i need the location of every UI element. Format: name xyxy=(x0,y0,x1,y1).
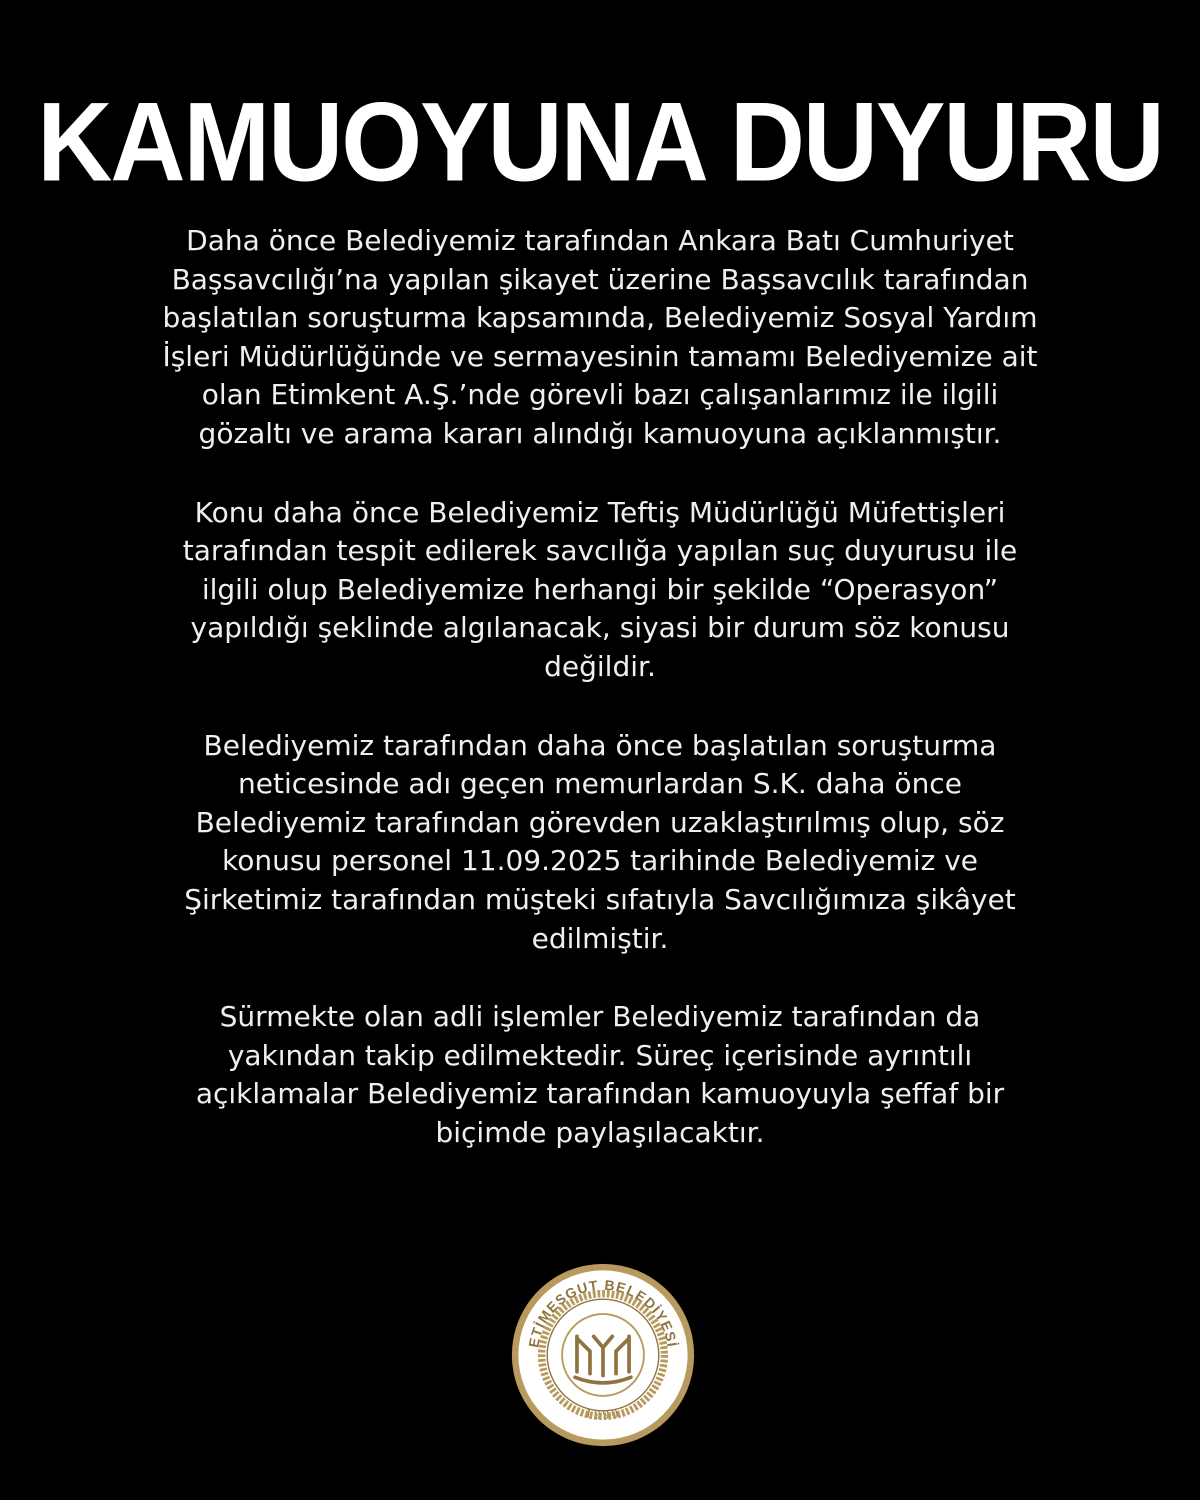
paragraph-line: yakından takip edilmektedir. Süreç içerisinde ayrıntılı xyxy=(227,1038,973,1072)
announcement-body xyxy=(90,222,1110,1192)
paragraph-line: konusu personel 11.09.2025 tarihinde Belediyemiz ve xyxy=(221,844,978,878)
paragraph-line: olan Etimkent A.Ş.’nde görevli bazı çalışanlarımız ile ilgili xyxy=(201,378,999,412)
paragraph-line: İşleri Müdürlüğünde ve sermayesinin tamamı Belediyemize ait xyxy=(162,339,1038,373)
paragraph-line: değildir. xyxy=(544,649,656,683)
paragraph-line: neticesinde adı geçen memurlardan S.K. daha önce xyxy=(238,767,962,801)
paragraph-line: Başsavcılığı’na yapılan şikayet üzerine Başsavcılık tarafından xyxy=(171,262,1029,296)
paragraph-line: biçimde paylaşılacaktır. xyxy=(435,1115,765,1149)
seal-name-text: ETİMESGUT BELEDİYESİ xyxy=(525,1276,681,1349)
paragraph-line: başlatılan soruşturma kapsamında, Belediyemiz Sosyal Yardım xyxy=(162,301,1038,335)
paragraph-4 xyxy=(90,998,1110,1152)
paragraph-line: Konu daha önce Belediyemiz Teftiş Müdürlüğü Müfettişleri xyxy=(194,495,1006,529)
paragraph-1 xyxy=(90,222,1110,454)
paragraph-line: Şirketimiz tarafından müşteki sıfatıyla Savcılığımıza şikâyet xyxy=(184,882,1016,916)
paragraph-line: gözaltı ve arama kararı alındığı kamuoyuna açıklanmıştır. xyxy=(198,416,1002,450)
paragraph-3 xyxy=(90,727,1110,959)
paragraph-line: Daha önce Belediyemiz tarafından Ankara Batı Cumhuriyet xyxy=(186,224,1014,257)
paragraph-line: Sürmekte olan adli işlemler Belediyemiz tarafından da xyxy=(219,1000,981,1034)
paragraph-line: ilgili olup Belediyemize herhangi bir şekilde “Operasyon” xyxy=(201,572,999,606)
paragraph-line: Belediyemiz tarafından görevden uzaklaştırılmış olup, söz xyxy=(195,805,1005,839)
paragraph-line: açıklamalar Belediyemiz tarafından kamuoyuyla şeffaf bir xyxy=(195,1077,1005,1111)
seal-year-text: 1990 xyxy=(583,1404,623,1423)
municipality-seal-icon xyxy=(510,1262,696,1448)
paragraph-line: tarafından tespit edilerek savcılığa yapılan suç duyurusu ile xyxy=(182,534,1018,568)
page-title: KAMUOYUNA DUYURU xyxy=(37,80,1163,206)
paragraph-line: Belediyemiz tarafından daha önce başlatılan soruşturma xyxy=(203,728,997,762)
paragraph-line: edilmiştir. xyxy=(531,921,669,955)
paragraph-2 xyxy=(90,494,1110,687)
paragraph-line: yapıldığı şeklinde algılanacak, siyasi bir durum söz konusu xyxy=(190,611,1010,645)
